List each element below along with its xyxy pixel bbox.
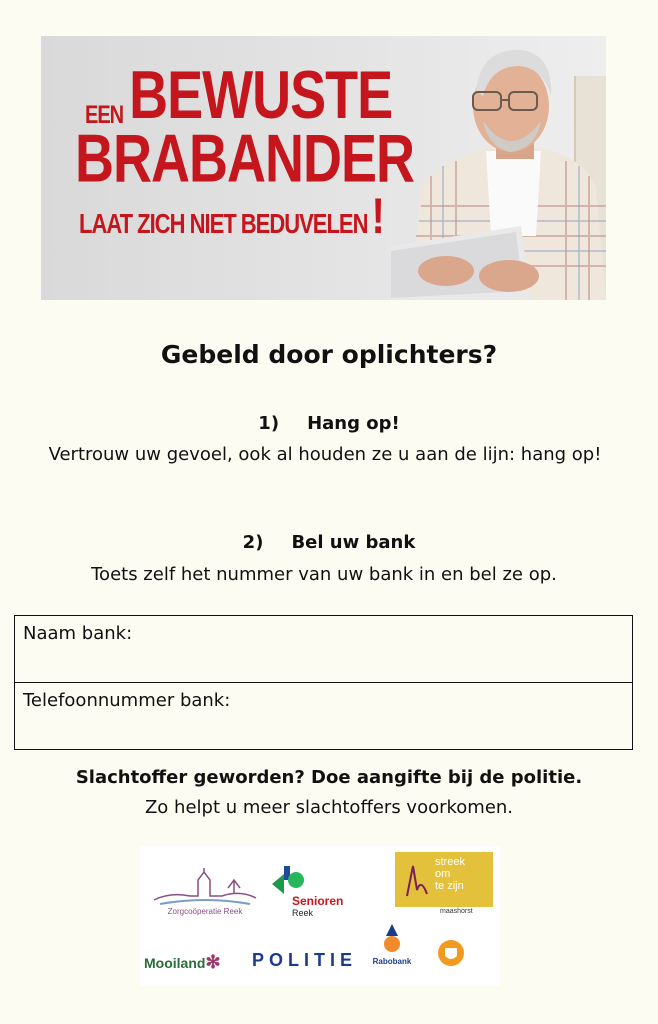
page-title: Gebeld door oplichters?	[160, 340, 498, 369]
step-2-title	[0, 532, 658, 553]
mooiland-logo	[144, 952, 221, 973]
victim-text: Zo helpt u meer slachtoffers voorkomen.	[144, 797, 514, 818]
maashorst-label: maashorst	[440, 908, 473, 915]
bank-name-label: Naam bank:	[23, 623, 133, 644]
streek-word-2: om	[435, 868, 451, 880]
partner-logos	[140, 846, 500, 986]
bank-phone-label: Telefoonnummer bank:	[23, 690, 231, 711]
politie-logo: POLITIE	[252, 950, 358, 970]
step-2-heading: Bel uw bank	[291, 532, 416, 553]
senioren-shapes-icon	[270, 864, 304, 898]
slogan-exclamation: !	[371, 188, 384, 244]
bank-info-form	[14, 615, 633, 750]
rabobank-figure-icon	[379, 922, 405, 952]
zorgcooperatie-name: Zorgcoöperatie Reek	[167, 907, 243, 916]
bank-name-field[interactable]	[15, 616, 633, 683]
step-1-number: 1)	[258, 413, 280, 434]
step-2-number: 2)	[242, 532, 264, 553]
village-skyline-icon	[150, 866, 260, 906]
step-1-heading: Hang op!	[307, 413, 400, 434]
victim-heading: Slachtoffer geworden? Doe aangifte bij de politie.	[75, 767, 583, 788]
streek-word-3: te zijn	[435, 880, 464, 892]
streek-signature-icon	[403, 860, 433, 900]
mooiland-name: Mooiland	[144, 955, 206, 971]
zorgcooperatie-reek-logo	[150, 866, 260, 921]
step-2-text: Toets zelf het nummer van uw bank in en bel ze op.	[91, 564, 557, 585]
campaign-slogan	[71, 57, 414, 244]
orange-shield-icon	[436, 938, 466, 968]
slogan-een: EEN	[85, 101, 124, 130]
step-1-text: Vertrouw uw gevoel, ook al houden ze u aan de lijn: hang op!	[48, 444, 602, 465]
flower-icon: ✻	[205, 952, 221, 972]
rabobank-logo	[372, 922, 412, 972]
bank-phone-field[interactable]	[15, 683, 633, 750]
senioren-name: Senioren	[292, 894, 344, 908]
municipality-emblem-logo	[436, 938, 466, 968]
senioren-sub: Reek	[292, 908, 314, 918]
slogan-brabander: BRABANDER	[75, 121, 414, 197]
step-1-title	[0, 413, 658, 434]
streek-om-te-zijn-logo	[395, 852, 493, 907]
campaign-banner	[41, 36, 606, 300]
senioren-reek-logo	[270, 864, 370, 924]
senior-man-at-laptop-image	[391, 36, 606, 300]
streek-text	[435, 856, 465, 892]
slogan-bewuste: BEWUSTE	[129, 57, 393, 133]
rabobank-name: Rabobank	[372, 957, 412, 966]
slogan-line3: LAAT ZICH NIET BEDUVELEN	[79, 207, 368, 239]
streek-word-1: streek	[435, 856, 465, 868]
